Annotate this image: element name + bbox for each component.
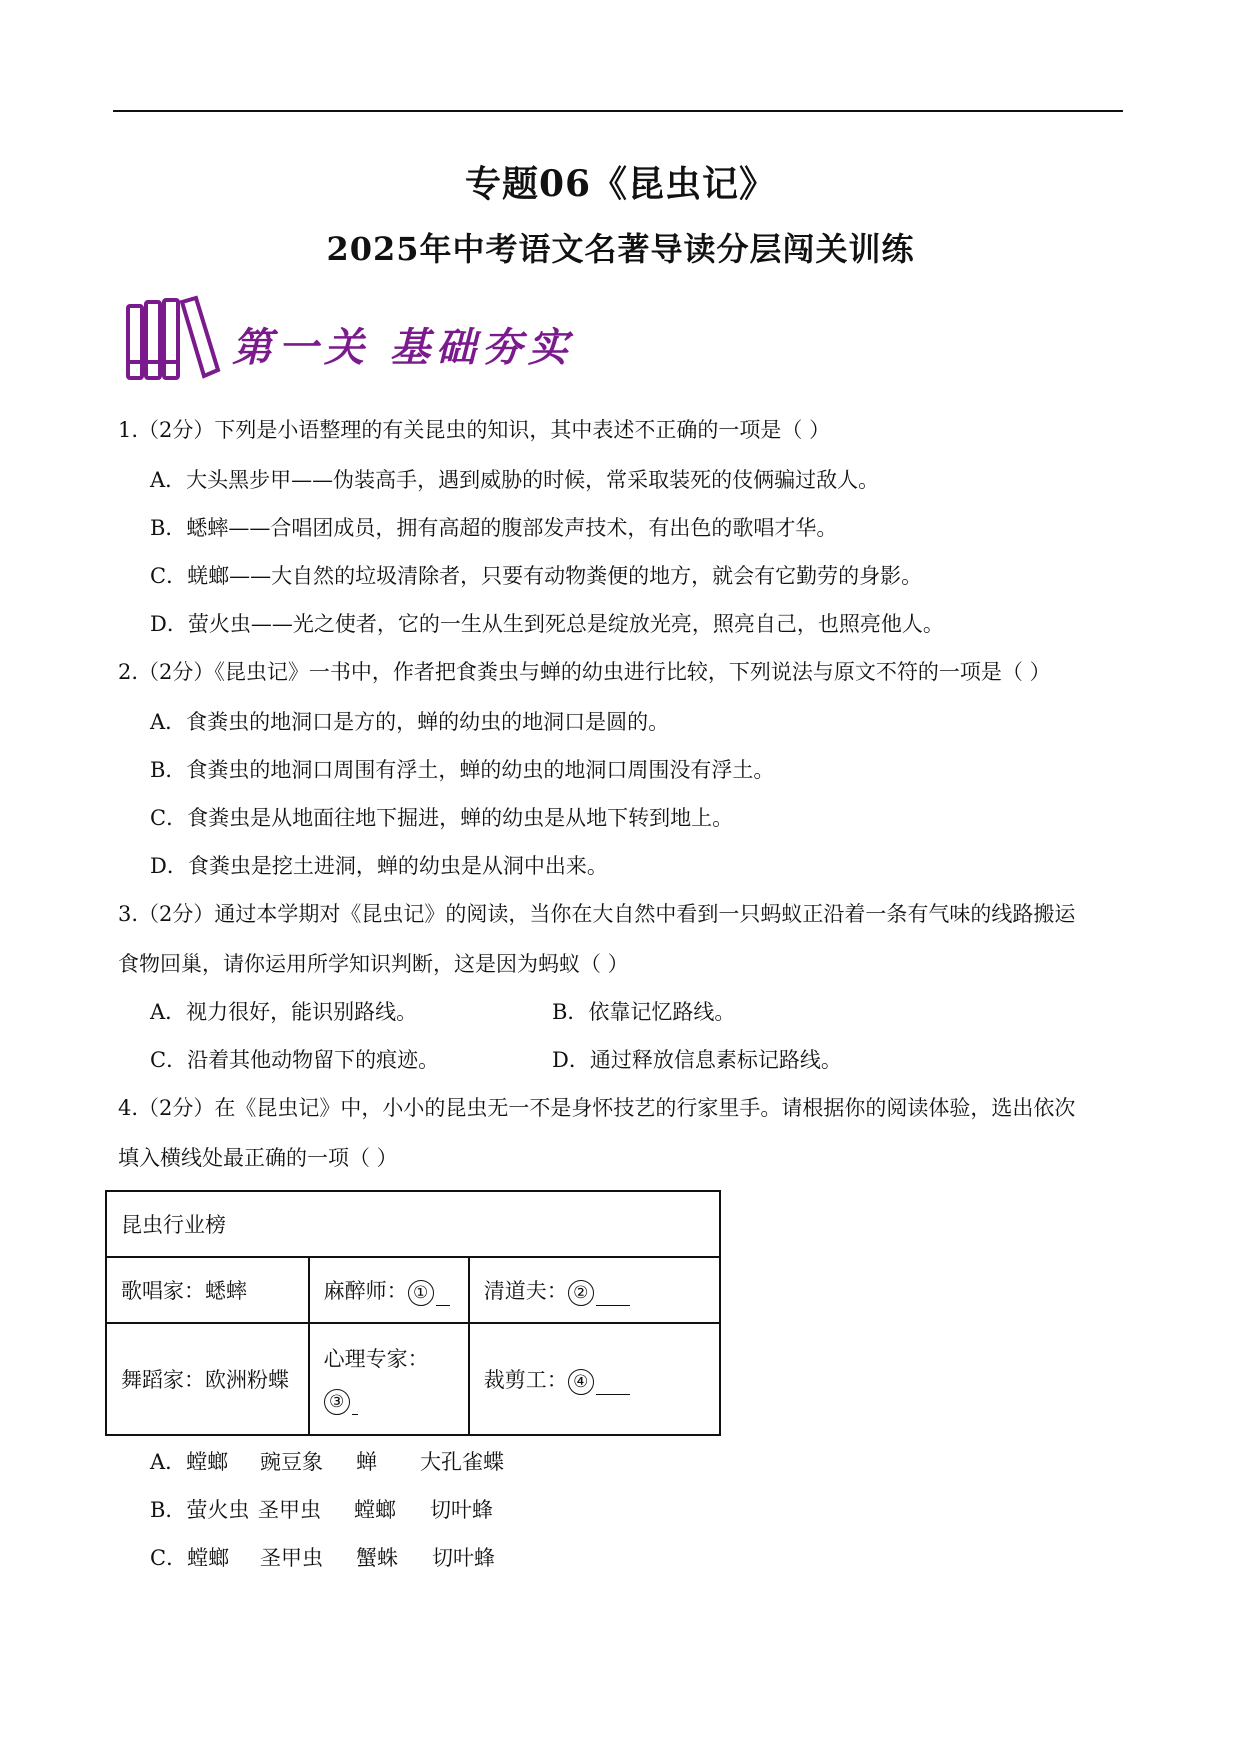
question-3-stem-line-2: 食物回巢，请你运用所学知识判断，这是因为蚂蚁（ ）	[118, 952, 629, 976]
option-b-item-2: 圣甲虫	[258, 1498, 321, 1522]
answer-blank-4	[596, 1372, 630, 1395]
table-cell-cleaner	[469, 1257, 720, 1323]
question-2-option-c: C．食粪虫是从地面往地下掘进，蝉的幼虫是从地下转到地上。	[150, 806, 734, 830]
option-a-item-4: 大孔雀蝶	[420, 1450, 504, 1474]
answer-blank-1	[436, 1283, 450, 1306]
question-4-stem-line-2: 填入横线处最正确的一项（ ）	[118, 1146, 398, 1170]
table-cell-tailor	[469, 1323, 720, 1435]
question-3-option-b: B．依靠记忆路线。	[552, 1000, 736, 1024]
question-3-option-c: C．沿着其他动物留下的痕迹。	[150, 1048, 440, 1072]
table-heading: 昆虫行业榜	[106, 1191, 720, 1257]
anesthetist-label: 麻醉师：	[323, 1278, 408, 1303]
question-1-option-d: D．萤火虫——光之使者，它的一生从生到死总是绽放光亮，照亮自己，也照亮他人。	[150, 612, 944, 636]
question-4-stem-line-1: 4.（2分）在《昆虫记》中，小小的昆虫无一不是身怀技艺的行家里手。请根据你的阅读体验，选出依次	[118, 1096, 1076, 1120]
page-subtitle: 2025年中考语文名著导读分层闯关训练	[326, 230, 915, 268]
books-icon	[122, 292, 222, 392]
question-4-option-b	[150, 1496, 493, 1524]
blank-marker-1: ①	[408, 1280, 434, 1306]
insect-ranking-table	[105, 1190, 721, 1436]
option-c-item-3: 蟹蛛	[356, 1546, 398, 1570]
option-c-item-1: C．螳螂	[150, 1546, 230, 1570]
tailor-label: 裁剪工：	[483, 1367, 568, 1392]
option-b-item-3: 螳螂	[354, 1498, 396, 1522]
banner-text: 第一关 基础夯实	[232, 324, 574, 371]
table-cell-anesthetist	[309, 1257, 469, 1323]
blank-marker-3: ③	[324, 1389, 350, 1415]
question-4-option-a	[150, 1448, 504, 1476]
header-rule	[113, 110, 1123, 112]
question-3-option-d: D．通过释放信息素标记路线。	[552, 1048, 842, 1072]
option-a-item-2: 豌豆象	[260, 1450, 323, 1474]
section-banner	[122, 292, 574, 392]
option-a-item-3: 蝉	[356, 1450, 377, 1474]
question-1-option-c: C．蜣螂——大自然的垃圾清除者，只要有动物粪便的地方，就会有它勤劳的身影。	[150, 564, 923, 588]
question-2-option-d: D．食粪虫是挖土进洞，蝉的幼虫是从洞中出来。	[150, 854, 608, 878]
question-1-option-b: B．蟋蟀——合唱团成员，拥有高超的腹部发声技术，有出色的歌唱才华。	[150, 516, 838, 540]
question-1-stem: 1.（2分）下列是小语整理的有关昆虫的知识，其中表述不正确的一项是（ ）	[118, 418, 831, 442]
psychologist-label: 心理专家：	[323, 1346, 429, 1371]
option-c-item-4: 切叶蜂	[432, 1546, 495, 1570]
cleaner-label: 清道夫：	[483, 1278, 568, 1303]
question-2-option-b: B．食粪虫的地洞口周围有浮土，蝉的幼虫的地洞口周围没有浮土。	[150, 758, 775, 782]
answer-blank-2	[596, 1283, 630, 1306]
question-2-option-a: A．食粪虫的地洞口是方的，蝉的幼虫的地洞口是圆的。	[150, 710, 670, 734]
table-cell-dancer: 舞蹈家：欧洲粉蝶	[106, 1323, 309, 1435]
table-cell-psychologist	[309, 1323, 469, 1435]
option-b-item-1: B．萤火虫	[150, 1498, 250, 1522]
page-title: 专题06《昆虫记》	[464, 163, 777, 205]
question-4-option-c	[150, 1544, 495, 1572]
answer-blank-3	[352, 1392, 358, 1415]
blank-marker-2: ②	[568, 1280, 594, 1306]
option-b-item-4: 切叶蜂	[430, 1498, 493, 1522]
blank-marker-4: ④	[568, 1369, 594, 1395]
option-c-item-2: 圣甲虫	[260, 1546, 323, 1570]
option-a-item-1: A．螳螂	[150, 1450, 229, 1474]
question-3-option-a: A．视力很好，能识别路线。	[150, 1000, 418, 1024]
question-1-option-a: A．大头黑步甲——伪装高手，遇到威胁的时候，常采取装死的伎俩骗过敌人。	[150, 468, 880, 492]
question-2-stem: 2.（2分）《昆虫记》一书中，作者把食粪虫与蝉的幼虫进行比较，下列说法与原文不符的一项是（ ）	[118, 660, 1051, 684]
table-cell-singer: 歌唱家：蟋蟀	[106, 1257, 309, 1323]
question-3-stem-line-1: 3.（2分）通过本学期对《昆虫记》的阅读，当你在大自然中看到一只蚂蚁正沿着一条有气味的线路搬运	[118, 902, 1076, 926]
